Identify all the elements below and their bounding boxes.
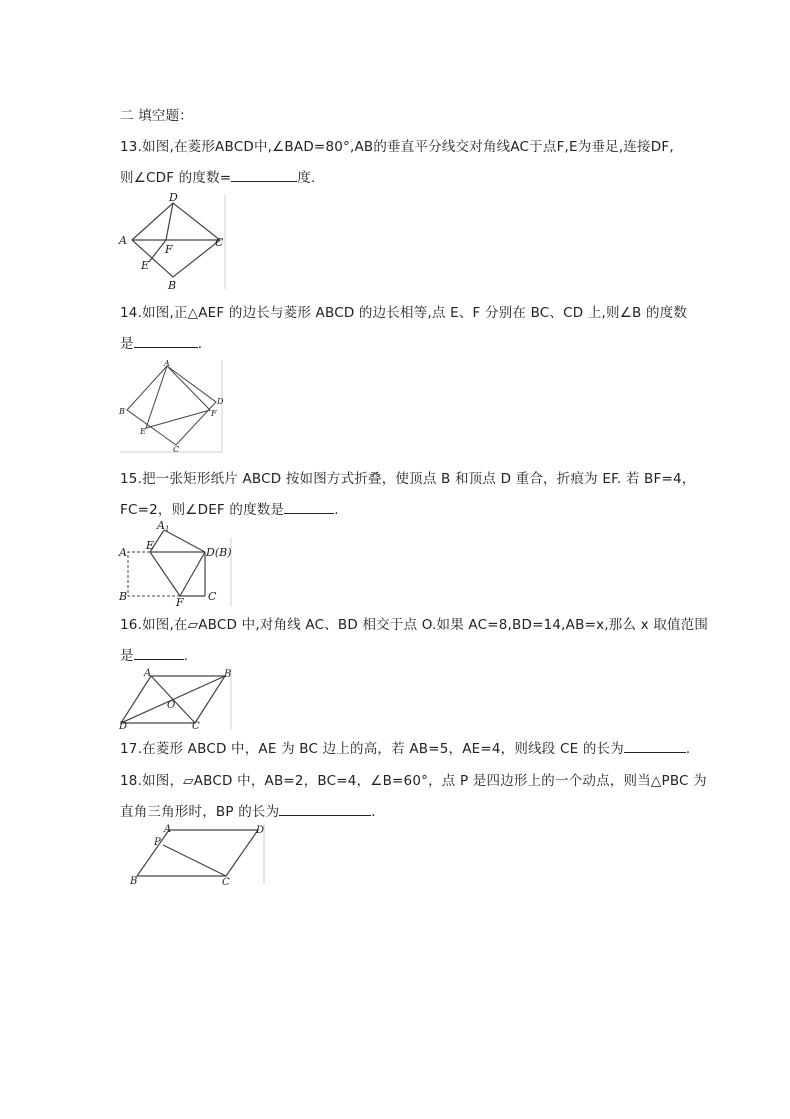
q15-label-b: B xyxy=(119,590,128,603)
q15-line2-prefix: FC=2，则∠DEF 的度数是 xyxy=(120,502,285,518)
q13-line2-prefix: 则∠CDF 的度数= xyxy=(120,170,232,186)
q18-label-d: D xyxy=(256,825,265,836)
q13-text-line2 xyxy=(120,166,316,186)
q18-segment-pc xyxy=(163,845,226,876)
q17-answer-blank[interactable] xyxy=(624,740,686,753)
q16-answer-blank[interactable] xyxy=(134,647,184,660)
q17-line1-prefix: 17.在菱形 ABCD 中，AE 为 BC 边上的高，若 AB=5，AE=4，则线段 CE 的长为 xyxy=(120,741,624,757)
q15-label-c: C xyxy=(208,590,217,603)
q18-label-c: C xyxy=(222,877,230,888)
q16-line2-prefix: 是 xyxy=(120,648,134,664)
q14-answer-blank[interactable] xyxy=(134,335,198,348)
q15-label-d-b: D(B) xyxy=(206,546,232,559)
q14-label-c: C xyxy=(173,445,180,453)
q14-label-b: B xyxy=(119,407,125,416)
q14-label-e: E xyxy=(140,427,146,436)
q13-answer-blank[interactable] xyxy=(231,169,297,182)
q16-text-line1: 16.如图,在▱ABCD 中,对角线 AC、BD 相交于点 O.如果 AC=8,BD=14,AB=x,那么 x 取值范围 xyxy=(120,617,709,633)
q18-text-line1: 18.如图，▱ABCD 中，AB=2，BC=4，∠B=60°，点 P 是四边形上的一个动点，则当△PBC 为 xyxy=(120,773,707,789)
q15-label-a: A xyxy=(119,546,127,559)
q17-text-line1 xyxy=(120,737,690,757)
q15-label-a1: A1 xyxy=(157,519,170,533)
q16-figure xyxy=(118,666,236,732)
q15-line2-suffix: . xyxy=(334,502,339,518)
q13-perpendicular-ef xyxy=(149,240,166,262)
q13-line2-suffix: 度. xyxy=(297,170,316,186)
q14-label-d: D xyxy=(217,397,224,406)
q15-fold-a1d xyxy=(164,530,205,552)
q13-label-c: C xyxy=(215,236,224,249)
q16-label-b: B xyxy=(224,669,232,680)
q13-text-line1: 13.如图,在菱形ABCD中,∠BAD=80°,AB的垂直平分线交对角线AC于点F,E为垂足,连接DF, xyxy=(120,139,674,155)
q16-label-c: C xyxy=(192,721,200,732)
q14-label-f: F xyxy=(211,409,217,418)
q15-figure xyxy=(118,518,236,608)
q13-label-b: B xyxy=(168,279,177,291)
q14-figure xyxy=(118,358,228,453)
q15-label-e: E xyxy=(146,539,155,552)
q14-line2-prefix: 是 xyxy=(120,336,134,352)
q18-label-b: B xyxy=(130,876,138,887)
q13-label-a: A xyxy=(119,234,127,247)
q14-text-line2 xyxy=(120,332,202,352)
q14-line2-suffix: . xyxy=(197,336,203,352)
section-title: 二 填空题： xyxy=(120,108,193,124)
q18-label-a: A xyxy=(164,824,172,835)
q15-text-line2 xyxy=(120,498,339,518)
q15-crease-ef xyxy=(150,552,180,596)
q13-figure xyxy=(118,193,228,291)
q14-text-line1: 14.如图,正△AEF 的边长与菱形 ABCD 的边长相等,点 E、F 分别在 BC、CD 上,则∠B 的度数 xyxy=(120,305,688,321)
q18-label-p: P xyxy=(154,837,161,848)
q18-answer-blank[interactable] xyxy=(279,803,371,816)
q15-segment-df xyxy=(180,552,205,596)
q16-label-o: O xyxy=(167,700,176,711)
q18-line2-suffix: . xyxy=(371,804,376,820)
q16-label-a: A xyxy=(144,668,152,679)
q15-text-line1: 15.把一张矩形纸片 ABCD 按如图方式折叠，使顶点 B 和顶点 D 重合，折痕为 EF. 若 BF=4， xyxy=(120,471,696,487)
q16-label-d: D xyxy=(119,721,128,732)
q18-text-line2 xyxy=(120,800,376,820)
q14-label-a: A xyxy=(164,359,170,368)
q17-line1-suffix: . xyxy=(685,741,691,757)
q13-label-d: D xyxy=(169,193,178,204)
q13-label-e: E xyxy=(141,259,150,272)
q16-text-line2 xyxy=(120,644,188,664)
q16-line2-suffix: . xyxy=(183,648,189,664)
q18-figure xyxy=(118,822,270,888)
q13-label-f: F xyxy=(165,243,173,256)
q15-answer-blank[interactable] xyxy=(284,501,334,514)
q15-label-f: F xyxy=(176,596,184,608)
q18-line2-prefix: 直角三角形时，BP 的长为 xyxy=(120,804,280,820)
